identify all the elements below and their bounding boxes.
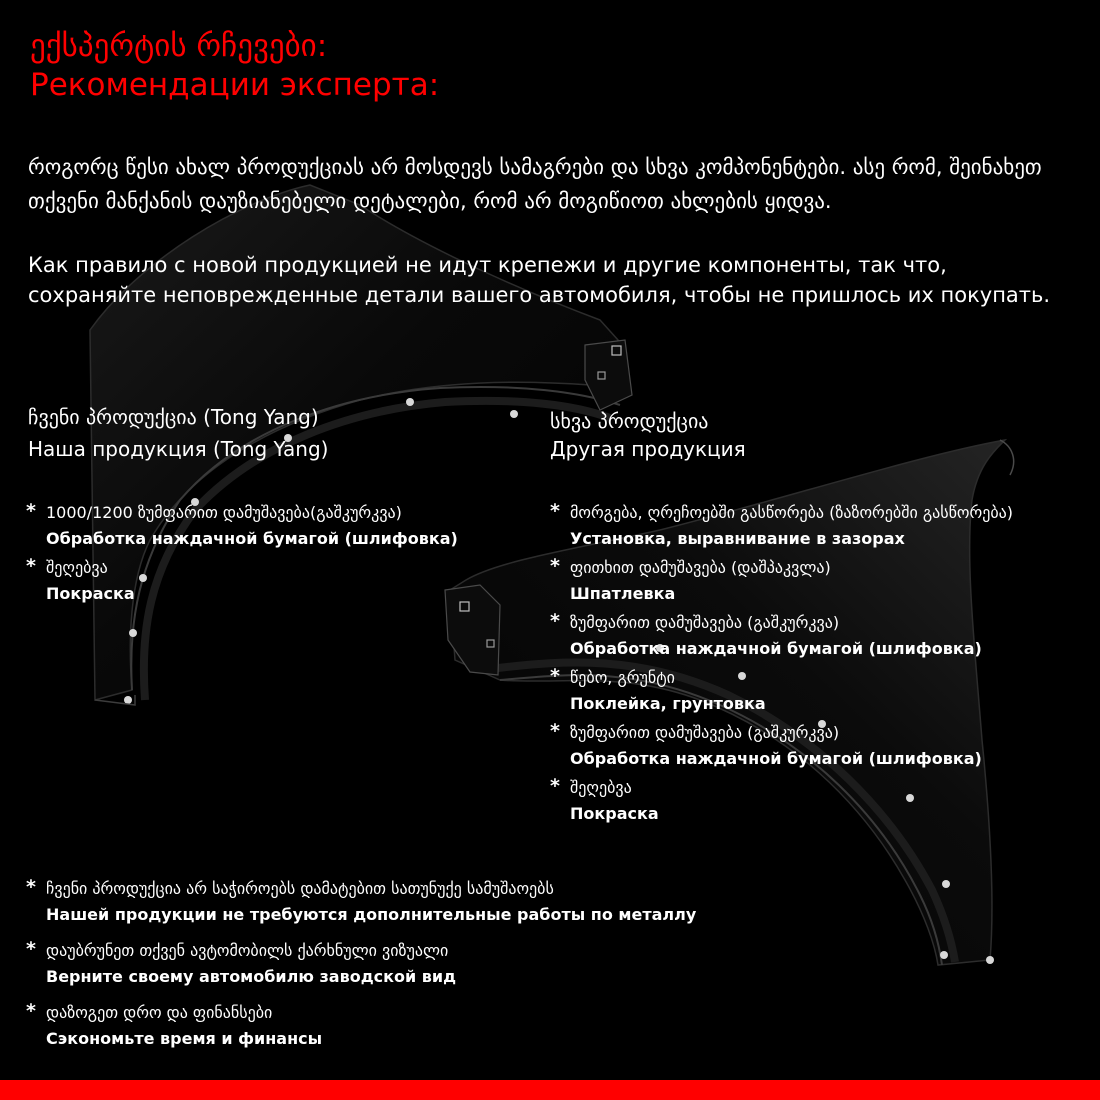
- list-item-georgian: მორგება, ღრეჩოებში გასწორება (ზაზორებში გასწორება): [570, 503, 1013, 522]
- list-item-georgian: შეღებვა: [570, 778, 632, 797]
- list-item-russian: Шпатлевка: [570, 584, 676, 603]
- list-item-georgian: ფითხით დამუშავება (დაშპაკვლა): [570, 558, 831, 577]
- bullet-star: *: [550, 665, 560, 687]
- title-russian: Рекомендации эксперта:: [30, 67, 440, 103]
- our-product-title-georgian: ჩვენი პროდუქცია (Tong Yang): [28, 405, 319, 429]
- benefit-russian: Верните своему автомобилю заводской вид: [46, 967, 456, 986]
- list-item: [550, 500, 1013, 555]
- list-item: [550, 720, 1013, 775]
- bullet-star: *: [550, 555, 560, 577]
- list-item-georgian: ზუმფარით დამუშავება (გაშკურკვა): [570, 723, 840, 742]
- list-item-georgian: შეღებვა: [46, 558, 108, 577]
- our-product-list: [26, 500, 458, 610]
- bullet-star: *: [26, 938, 36, 960]
- bullet-star: *: [26, 555, 36, 577]
- list-item: [550, 555, 1013, 610]
- list-item-russian: Обработка наждачной бумагой (шлифовка): [570, 639, 982, 658]
- benefit-georgian: ჩვენი პროდუქცია არ საჭიროებს დამატებით სათუნუქე სამუშაოებს: [46, 879, 554, 898]
- our-product-title-russian: Наша продукция (Tong Yang): [28, 437, 329, 461]
- list-item: [26, 938, 696, 1000]
- benefit-georgian: დაუბრუნეთ თქვენ ავტომობილს ქარხნული ვიზუალი: [46, 941, 449, 960]
- list-item-russian: Поклейка, грунтовка: [570, 694, 766, 713]
- list-item-russian: Обработка наждачной бумагой (шлифовка): [46, 529, 458, 548]
- bottom-red-bar: [0, 1080, 1100, 1100]
- bullet-star: *: [26, 876, 36, 898]
- list-item: [26, 876, 696, 938]
- list-item-russian: Покраска: [570, 804, 659, 823]
- bullet-star: *: [550, 610, 560, 632]
- other-product-list: [550, 500, 1013, 830]
- bullet-star: *: [550, 775, 560, 797]
- other-product-title-russian: Другая продукция: [550, 437, 746, 461]
- benefit-russian: Сэкономьте время и финансы: [46, 1029, 323, 1048]
- intro-georgian: როგორც წესი ახალ პროდუქციას არ მოსდევს სამაგრები და სხვა კომპონენტები. ასე რომ, შეინახეთ თქვენი მანქანის დაუზიანებელი დეტალები, რომ არ მოგიწიოთ ახლების ყიდვა.: [28, 155, 1042, 213]
- intro-russian: Как правило с новой продукцией не идут крепежи и другие компоненты, так что, сохраняйте неповрежденные детали вашего автомобиля, чтобы не пришлось их покупать.: [28, 253, 1051, 307]
- list-item-georgian: 1000/1200 ზუმფარით დამუშავება(გაშკურკვა): [46, 503, 402, 522]
- list-item-georgian: ზუმფარით დამუშავება (გაშკურკვა): [570, 613, 840, 632]
- benefit-georgian: დაზოგეთ დრო და ფინანსები: [46, 1003, 273, 1022]
- list-item: [550, 775, 1013, 830]
- bullet-star: *: [550, 500, 560, 522]
- bullet-star: *: [26, 1000, 36, 1022]
- bullet-star: *: [26, 500, 36, 522]
- list-item: [26, 500, 458, 555]
- bullet-star: *: [550, 720, 560, 742]
- title-georgian: ექსპერტის რჩევები:: [30, 28, 328, 64]
- list-item-russian: Установка, выравнивание в зазорах: [570, 529, 905, 548]
- other-product-title-georgian: სხვა პროდუქცია: [550, 409, 709, 433]
- list-item-russian: Обработка наждачной бумагой (шлифовка): [570, 749, 982, 768]
- list-item: [550, 610, 1013, 665]
- list-item: [550, 665, 1013, 720]
- benefits-list: [26, 876, 696, 1062]
- list-item-georgian: წებო, გრუნტი: [570, 668, 675, 687]
- list-item-russian: Покраска: [46, 584, 135, 603]
- list-item: [26, 555, 458, 610]
- list-item: [26, 1000, 696, 1062]
- benefit-russian: Нашей продукции не требуются дополнительные работы по металлу: [46, 905, 697, 924]
